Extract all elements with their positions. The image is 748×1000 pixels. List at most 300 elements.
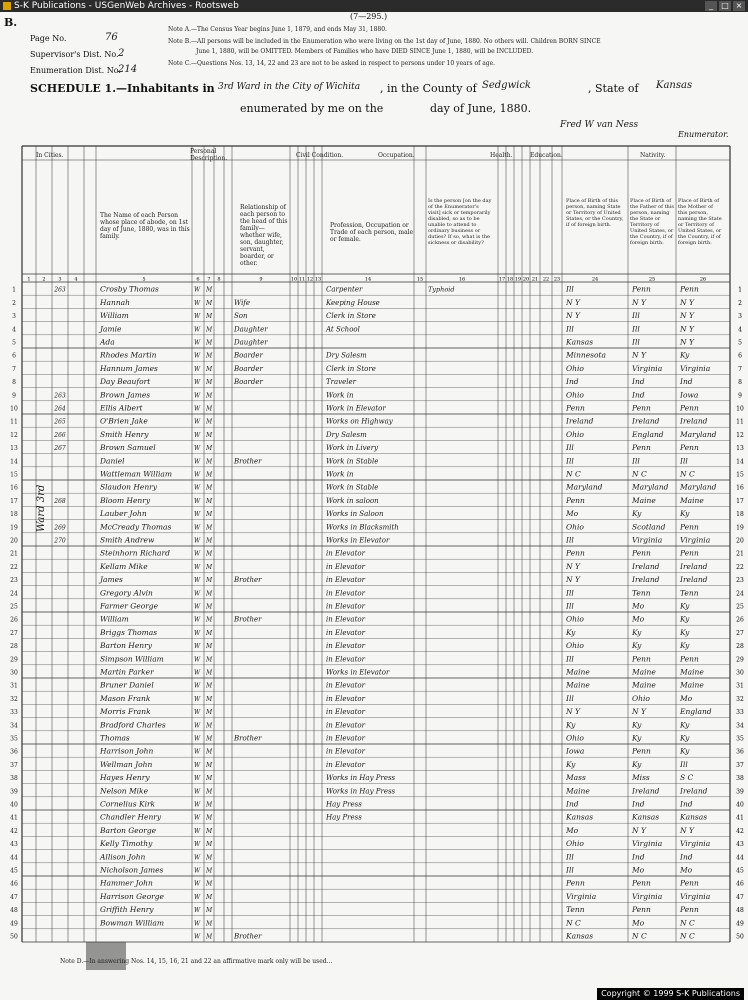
row-number-right: 22	[736, 563, 744, 571]
birthplace-mother: S C	[680, 773, 694, 783]
row-number-right: 47	[736, 893, 744, 901]
occupation: Work in	[326, 391, 354, 400]
birthplace-father: Ohio	[632, 693, 650, 703]
row-number-right: 45	[736, 867, 744, 875]
row-number-right: 21	[736, 550, 744, 558]
schedule-place: 3rd Ward in the City of Wichita	[218, 82, 361, 92]
birthplace-father: Ind	[632, 377, 645, 387]
sex-mark: M	[206, 867, 213, 875]
supervisor-value: 2	[118, 48, 125, 59]
dwelling-number: 269	[54, 524, 66, 532]
note-a: Note A.—The Census Year begins June 1, 1879, and ends May 31, 1880.	[168, 26, 387, 33]
color-mark: W	[194, 379, 201, 387]
sex-mark: M	[206, 524, 213, 532]
birthplace-father: Maine	[632, 680, 656, 690]
color-mark: W	[194, 682, 201, 690]
row-number: 32	[10, 695, 18, 703]
birthplace-person: Ill	[566, 654, 574, 664]
person-name: Bloom Henry	[100, 495, 151, 505]
color-mark: W	[194, 854, 201, 862]
birthplace-person: N Y	[566, 311, 580, 321]
birthplace-person: N C	[566, 469, 581, 479]
birth-mother-header: Place of Birth of the Mother of this person, naming the State or Territory of United States, or the Country, if of foreign birth.	[678, 198, 722, 246]
birthplace-mother: Ky	[680, 627, 690, 637]
birthplace-person: Ill	[566, 284, 574, 294]
birthplace-mother: N Y	[680, 297, 694, 307]
occupation: At School	[326, 325, 360, 334]
birthplace-father: Miss	[632, 773, 650, 783]
birthplace-person: N Y	[566, 561, 580, 571]
row-number: 29	[10, 656, 18, 664]
sex-mark: M	[206, 616, 213, 624]
color-mark: W	[194, 537, 201, 545]
birthplace-mother: N Y	[680, 337, 694, 347]
birthplace-mother: Virginia	[680, 363, 711, 373]
occupation: in Elevator	[326, 747, 365, 756]
row-number-right: 17	[736, 497, 744, 505]
row-number: 7	[12, 365, 16, 373]
occupation: Work in Stable	[326, 483, 379, 492]
sex-mark: M	[206, 511, 213, 519]
sex-mark: M	[206, 431, 213, 439]
color-mark: W	[194, 286, 201, 294]
person-name: Morris Frank	[100, 707, 151, 717]
color-mark: W	[194, 841, 201, 849]
birthplace-father: Ireland	[632, 575, 660, 585]
relationship: Brother	[234, 734, 262, 743]
occupation: in Elevator	[326, 721, 365, 730]
color-mark: W	[194, 788, 201, 796]
sex-mark: M	[206, 590, 213, 598]
person-name: Thomas	[100, 733, 130, 743]
color-mark: W	[194, 709, 201, 717]
person-name: Harrison John	[100, 746, 154, 756]
row-number: 24	[10, 590, 18, 598]
person-name: Martin Parker	[100, 667, 154, 677]
occupation: Work in Elevator	[326, 404, 386, 413]
color-mark: W	[194, 511, 201, 519]
birthplace-father: N C	[632, 931, 647, 941]
row-number-right: 30	[736, 669, 744, 677]
person-name: William	[100, 311, 129, 321]
column-number: 12	[306, 276, 314, 283]
person-name: Brown Samuel	[100, 443, 156, 453]
sex-mark: M	[206, 497, 213, 505]
row-number-right: 46	[736, 880, 744, 888]
birthplace-father: Penn	[632, 284, 651, 294]
row-number: 31	[10, 682, 18, 690]
row-number-right: 18	[736, 511, 744, 519]
enumerator-label: Enumerator.	[678, 130, 729, 139]
row-number: 33	[10, 709, 18, 717]
relationship-column-header: Relationship of each person to the head of this family—whether wife, son, daughter, servant, boarder, or other.	[240, 204, 288, 267]
person-name: Hayes Henry	[100, 773, 150, 783]
scan-smudge	[86, 942, 126, 970]
birthplace-mother: N C	[680, 931, 695, 941]
row-number: 19	[10, 524, 18, 532]
birthplace-father: Virginia	[632, 535, 663, 545]
birthplace-mother: Ky	[680, 746, 690, 756]
sex-mark: M	[206, 814, 213, 822]
birthplace-person: Ill	[566, 865, 574, 875]
birthplace-person: Ky	[566, 759, 576, 769]
row-number: 1	[12, 286, 16, 294]
birthplace-person: Kansas	[566, 337, 594, 347]
row-number-right: 31	[736, 682, 744, 690]
row-number: 36	[10, 748, 18, 756]
sex-mark: M	[206, 550, 213, 558]
birthplace-father: Ky	[632, 509, 642, 519]
row-number-right: 8	[738, 379, 742, 387]
close-icon[interactable]: ×	[733, 1, 745, 11]
person-name: Cornelius Kirk	[100, 799, 156, 809]
column-number: 3	[58, 276, 62, 283]
birthplace-mother: Penn	[680, 548, 699, 558]
row-number-right: 25	[736, 603, 744, 611]
sex-mark: M	[206, 656, 213, 664]
row-number: 43	[10, 841, 18, 849]
person-name: Smith Andrew	[100, 535, 155, 545]
color-mark: W	[194, 827, 201, 835]
color-mark: W	[194, 761, 201, 769]
column-number: 15	[416, 276, 424, 283]
birthplace-father: Scotland	[632, 522, 666, 532]
corner-letter: B.	[4, 16, 18, 29]
column-number: 26	[699, 276, 707, 283]
birthplace-person: Ind	[566, 377, 579, 387]
row-number: 13	[10, 445, 18, 453]
birthplace-father: Ireland	[632, 786, 660, 796]
birthplace-father: Ind	[632, 852, 645, 862]
row-number: 3	[12, 313, 16, 321]
census-grid	[0, 12, 748, 988]
person-name: Slaudon Henry	[100, 482, 158, 492]
birthplace-mother: Penn	[680, 443, 699, 453]
birthplace-person: Mass	[566, 773, 586, 783]
occupation: in Elevator	[326, 576, 365, 585]
minimize-icon[interactable]: _	[705, 1, 717, 11]
row-number-right: 37	[736, 761, 744, 769]
sex-mark: M	[206, 299, 213, 307]
row-number-right: 3	[738, 313, 742, 321]
birthplace-mother: Ky	[680, 614, 690, 624]
column-number: 10	[290, 276, 298, 283]
person-name: Daniel	[100, 456, 125, 466]
row-number-right: 34	[736, 722, 744, 730]
birthplace-father: England	[632, 429, 664, 439]
birthplace-father: Maryland	[632, 482, 669, 492]
birthplace-mother: Ind	[680, 799, 693, 809]
personal-header: Personal Description.	[190, 148, 228, 162]
occupation: Clerk in Store	[326, 364, 376, 373]
birthplace-father: Maine	[632, 667, 656, 677]
person-name: Wellman John	[100, 759, 153, 769]
occupation: Works in Elevator	[326, 668, 390, 677]
occupation: in Elevator	[326, 708, 365, 717]
schedule-label: SCHEDULE 1.—Inhabitants in	[30, 82, 215, 95]
birthplace-person: Maine	[566, 667, 590, 677]
enum-value: 214	[118, 64, 138, 75]
row-number: 42	[10, 827, 18, 835]
person-name: Simpson William	[100, 654, 164, 664]
occupation: in Elevator	[326, 562, 365, 571]
occupation: Carpenter	[326, 285, 363, 294]
enum-label: Enumeration Dist. No.	[30, 66, 121, 75]
birthplace-person: Ohio	[566, 614, 584, 624]
person-name: Hannum James	[100, 363, 158, 373]
occupation: in Elevator	[326, 681, 365, 690]
sex-mark: M	[206, 709, 213, 717]
relationship: Brother	[234, 576, 262, 585]
birthplace-person: Maryland	[566, 482, 603, 492]
birthplace-person: Mo	[566, 509, 579, 519]
birthplace-father: Ky	[632, 627, 642, 637]
person-name: Chandler Henry	[100, 812, 162, 822]
birthplace-person: Tenn	[566, 905, 585, 915]
color-mark: W	[194, 524, 201, 532]
color-mark: W	[194, 603, 201, 611]
birthplace-father: Ill	[632, 456, 640, 466]
column-number: 9	[259, 276, 263, 283]
row-number-right: 35	[736, 735, 744, 743]
birthplace-person: Ohio	[566, 390, 584, 400]
birthplace-mother: N Y	[680, 324, 694, 334]
birthplace-mother: Ky	[680, 509, 690, 519]
relationship: Daughter	[234, 325, 268, 334]
birthplace-father: N C	[632, 469, 647, 479]
relationship: Daughter	[234, 338, 268, 347]
birthplace-mother: N Y	[680, 825, 694, 835]
person-name: Nelson Mike	[100, 786, 149, 796]
birthplace-person: Ill	[566, 852, 574, 862]
birthplace-mother: Ind	[680, 377, 693, 387]
sex-mark: M	[206, 471, 213, 479]
sex-mark: M	[206, 326, 213, 334]
dwelling-number: 263	[54, 286, 66, 294]
sex-mark: M	[206, 352, 213, 360]
birthplace-mother: Virginia	[680, 891, 711, 901]
person-name: Crosby Thomas	[100, 284, 159, 294]
row-number-right: 42	[736, 827, 744, 835]
birthplace-mother: N Y	[680, 311, 694, 321]
person-name: McCready Thomas	[100, 522, 172, 532]
row-number: 5	[12, 339, 16, 347]
row-number-right: 41	[736, 814, 744, 822]
color-mark: W	[194, 643, 201, 651]
row-number: 46	[10, 880, 18, 888]
dwelling-number: 264	[54, 405, 66, 413]
occupation-header: Occupation.	[378, 152, 415, 159]
occupation: Hay Press	[326, 813, 362, 822]
note-b2: June 1, 1880, will be OMITTED. Members of Families who have DIED SINCE June 1, 1880, will be INCLUDED.	[196, 48, 534, 55]
row-number: 44	[10, 854, 18, 862]
birthplace-person: Penn	[566, 548, 585, 558]
sex-mark: M	[206, 537, 213, 545]
row-number: 49	[10, 920, 18, 928]
occupation: Hay Press	[326, 800, 362, 809]
birthplace-person: Mo	[566, 825, 579, 835]
column-number: 11	[298, 276, 306, 283]
sex-mark: M	[206, 761, 213, 769]
person-name: Jamie	[100, 324, 122, 334]
color-mark: W	[194, 722, 201, 730]
occupation: Works in Blacksmith	[326, 523, 399, 532]
row-number: 22	[10, 563, 18, 571]
color-mark: W	[194, 418, 201, 426]
row-number-right: 23	[736, 577, 744, 585]
birthplace-person: N Y	[566, 707, 580, 717]
sex-mark: M	[206, 933, 213, 941]
birthplace-person: Iowa	[566, 746, 585, 756]
birthplace-mother: Penn	[680, 654, 699, 664]
row-number: 9	[12, 392, 16, 400]
sex-mark: M	[206, 339, 213, 347]
birthplace-mother: Maine	[680, 667, 704, 677]
column-number: 21	[531, 276, 539, 283]
occupation: in Elevator	[326, 589, 365, 598]
census-sheet	[0, 12, 748, 988]
birthplace-mother: Ky	[680, 641, 690, 651]
row-number: 10	[10, 405, 18, 413]
person-name: Griffith Henry	[100, 905, 154, 915]
birthplace-person: Ohio	[566, 733, 584, 743]
occupation: Works in Hay Press	[326, 787, 396, 796]
birthplace-father: N Y	[632, 825, 646, 835]
person-name: Mason Frank	[100, 693, 151, 703]
state-label: , State of	[588, 82, 639, 95]
birthplace-mother: Tenn	[680, 588, 699, 598]
sickness-column-header: Is the person [on the day of the Enumerator's visit] sick or temporarily disabled, so as to be unable to attend to ordinary business or duties? If so, what is the sickness or disability?	[428, 198, 492, 246]
sex-mark: M	[206, 445, 213, 453]
relationship: Wife	[234, 298, 251, 307]
column-number: 17	[498, 276, 506, 283]
sex-mark: M	[206, 854, 213, 862]
row-number: 4	[12, 326, 16, 334]
column-number: 7	[207, 276, 211, 283]
row-number-right: 29	[736, 656, 744, 664]
birthplace-mother: N C	[680, 469, 695, 479]
person-name: Allison John	[100, 852, 146, 862]
color-mark: W	[194, 392, 201, 400]
row-number-right: 6	[738, 352, 742, 360]
sex-mark: M	[206, 365, 213, 373]
birthplace-mother: Virginia	[680, 535, 711, 545]
birthplace-father: Ireland	[632, 561, 660, 571]
row-number-right: 44	[736, 854, 744, 862]
person-name: Gregory Alvin	[100, 588, 153, 598]
birthplace-father: Maine	[632, 495, 656, 505]
birthplace-person: Ohio	[566, 641, 584, 651]
page-no-value: 76	[105, 32, 118, 43]
color-mark: W	[194, 814, 201, 822]
sex-mark: M	[206, 682, 213, 690]
row-number: 48	[10, 907, 18, 915]
birthplace-person: Ill	[566, 601, 574, 611]
row-number: 2	[12, 299, 16, 307]
sex-mark: M	[206, 484, 213, 492]
row-number-right: 2	[738, 299, 742, 307]
row-number-right: 7	[738, 365, 742, 373]
birthplace-father: Penn	[632, 654, 651, 664]
row-number-right: 48	[736, 907, 744, 915]
sex-mark: M	[206, 379, 213, 387]
person-name: Wattleman William	[100, 469, 172, 479]
column-number: 6	[196, 276, 200, 283]
row-number-right: 20	[736, 537, 744, 545]
birthplace-father: Penn	[632, 548, 651, 558]
sex-mark: M	[206, 643, 213, 651]
birthplace-person: N Y	[566, 575, 580, 585]
birthplace-father: Tenn	[632, 588, 651, 598]
row-number: 6	[12, 352, 16, 360]
row-number-right: 33	[736, 709, 744, 717]
color-mark: W	[194, 299, 201, 307]
column-number: 2	[42, 276, 46, 283]
sex-mark: M	[206, 722, 213, 730]
occupation: Traveler	[326, 378, 357, 387]
birthplace-mother: Penn	[680, 878, 699, 888]
column-number: 24	[591, 276, 599, 283]
sex-mark: M	[206, 841, 213, 849]
window-controls	[705, 1, 745, 11]
birthplace-person: Ind	[566, 799, 579, 809]
name-column-header: The Name of each Person whose place of abode, on 1st day of June, 1880, was in this family.	[100, 212, 190, 240]
education-header: Education.	[530, 152, 563, 159]
birthplace-person: Penn	[566, 403, 585, 413]
row-number-right: 16	[736, 484, 744, 492]
birthplace-person: Penn	[566, 495, 585, 505]
maximize-icon[interactable]: □	[719, 1, 731, 11]
county-value: Sedgwick	[482, 80, 531, 91]
occupation: Clerk in Store	[326, 312, 376, 321]
sex-mark: M	[206, 735, 213, 743]
birthplace-mother: Maine	[680, 680, 704, 690]
birthplace-mother: Ky	[680, 350, 690, 360]
row-number: 34	[10, 722, 18, 730]
note-b: Note B.—All persons will be included in the Enumeration who were living on the 1st day of June, 1880. No others will. Children BORN SINCE	[168, 38, 601, 45]
occupation: Works in Saloon	[326, 510, 384, 519]
county-label: , in the County of	[380, 82, 477, 95]
birthplace-person: Ill	[566, 588, 574, 598]
row-number-right: 1	[738, 286, 742, 294]
row-number: 16	[10, 484, 18, 492]
person-name: Hammer John	[100, 878, 153, 888]
sex-mark: M	[206, 880, 213, 888]
sex-mark: M	[206, 801, 213, 809]
birthplace-mother: Penn	[680, 522, 699, 532]
row-number-right: 9	[738, 392, 742, 400]
supervisor-label: Supervisor's Dist. No.	[30, 50, 119, 59]
color-mark: W	[194, 484, 201, 492]
occupation: in Elevator	[326, 760, 365, 769]
sickness: Typhoid	[428, 285, 455, 294]
color-mark: W	[194, 695, 201, 703]
column-number: 1	[27, 276, 31, 283]
column-number: 5	[142, 276, 146, 283]
color-mark: W	[194, 656, 201, 664]
row-number: 38	[10, 775, 18, 783]
occupation: Keeping House	[326, 298, 380, 307]
occupation: Dry Salesm	[326, 430, 367, 439]
birthplace-mother: Iowa	[680, 390, 699, 400]
color-mark: W	[194, 775, 201, 783]
color-mark: W	[194, 431, 201, 439]
color-mark: W	[194, 405, 201, 413]
birthplace-father: Ky	[632, 733, 642, 743]
row-number-right: 43	[736, 841, 744, 849]
column-number: 4	[74, 276, 78, 283]
color-mark: W	[194, 471, 201, 479]
